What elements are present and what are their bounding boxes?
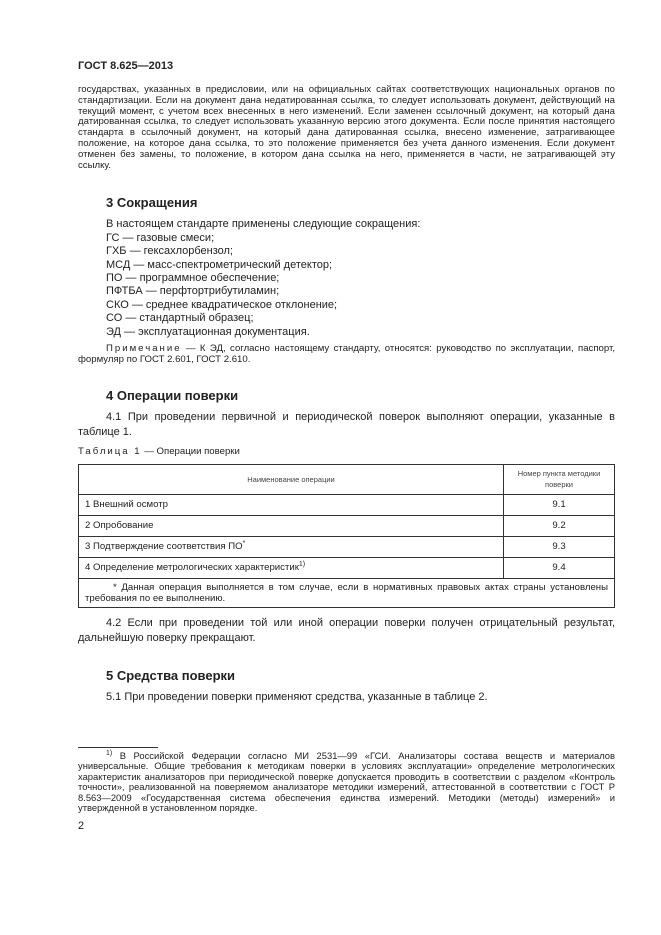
column-header: Номер пункта методики поверки [504,464,615,494]
list-item: ЭД — эксплуатационная документация. [106,325,310,338]
list-item: СО — стандартный образец; [106,312,254,325]
operation-name: 1 Внешний осмотр [79,494,504,515]
table-header-row [79,464,615,494]
table-footnote-row [79,578,615,607]
section-4-title: 4 Операции поверки [106,387,239,403]
operation-number: 9.3 [504,536,615,557]
column-header: Наименование операции [79,464,504,494]
page-number: 2 [78,819,85,832]
table-row [79,494,615,515]
note [78,344,615,366]
list-item: ПФТБА — перфтортрибутиламин; [106,285,280,298]
table-row [79,515,615,536]
list-item: ГС — газовые смеси; [106,231,215,244]
operations-table [78,464,615,608]
note-text: — К ЭД, согласно настоящему стандарту, относятся: руководство по эксплуатации, паспорт, формуляр по ГОСТ 2.601, ГОСТ 2.610. [78,343,615,365]
operation-name: 2 Опробование [79,515,504,536]
section-5-title: 5 Средства поверки [106,667,236,683]
table-row [79,536,615,557]
list-item: ПО — программное обеспечение; [106,272,280,284]
footnote-divider [78,747,158,748]
paragraph-4-1: 4.1 При проведении первичной и периодической поверок выполняют операции, указанные в таблице 1. [78,410,615,438]
operation-number: 9.4 [504,557,615,578]
table-caption-text: — Операции поверки [141,445,240,457]
operation-number: 9.2 [504,515,615,536]
operation-name: 4 Определение метрологических характеристик$^{1)}$ [79,557,504,578]
intro-paragraph: государствах, указанных в предисловии, или на официальных сайтах соответствующих национальных органов по стандартизации. Если на документ дана недатированная ссылка, то следует использовать документ, действующий на текущий момент, с учетом всех внесенных в него изменений. Если заменен ссылочный документ, на который дана датированная ссылка, то следует использовать указанную версию этого документа. Если после принятия настоящего стандарта в ссылочный документ, на который дана датированная ссылка, внесено изменение, затрагивающее положение, на которое дана ссылка, то это положение применяется без учета данного изменения. Если документ отменен без замены, то положение, в котором дана ссылка на него, применяется в части, не затрагивающей эту ссылку. [78,84,615,171]
abbreviations-intro: В настоящем стандарте применены следующие сокращения: [106,218,421,231]
footnote-text: В Российской Федерации согласно МИ 2531—99 «ГСИ. Анализаторы состава веществ и материалов универсальные. Общие требования к методикам поверки в условиях эксплуатации» определение метрологических характеристик анализаторов при периодической поверке допускается проводить в соответствии с разделом «Контроль точности», реализованной на поверяемом анализаторе методики измерений, аттестованной в соответствии с ГОСТ Р 8.563—2009 «Государственная система обеспечения единства измерений. Методики (методы) измерений» и утвержденной в установленном порядке. [78,749,615,814]
list-item: СКО — среднее квадратическое отклонение; [106,298,338,311]
table-row [79,557,615,578]
table-footnote: * Данная операция выполняется в том случае, если в нормативных правовых актах страны установлены требования по ее выполнению. [79,578,615,607]
section-3-title: 3 Сокращения [106,195,198,211]
list-item: ГХБ — гексахлорбензол; [106,245,233,258]
paragraph-4-2: 4.2 Если при проведении той или иной операции поверки получен отрицательный результат, дальнейшую поверку прекращают. [78,616,615,644]
operation-number: 9.1 [504,494,615,515]
paragraph-5-1: 5.1 При проведении поверки применяют средства, указанные в таблице 2. [106,690,488,703]
document-header: ГОСТ 8.625—2013 [78,60,174,72]
list-item: МСД — масс-спектрометрический детектор; [106,258,333,271]
table-caption [78,446,615,458]
footnote [78,751,615,814]
abbreviations-list [78,218,615,339]
note-label: Примечание [106,343,182,355]
operation-name: 3 Подтверждение соответствия ПО* [79,536,504,557]
footnote-mark: 1) [106,749,113,757]
table-caption-label: Таблица 1 [78,445,142,457]
